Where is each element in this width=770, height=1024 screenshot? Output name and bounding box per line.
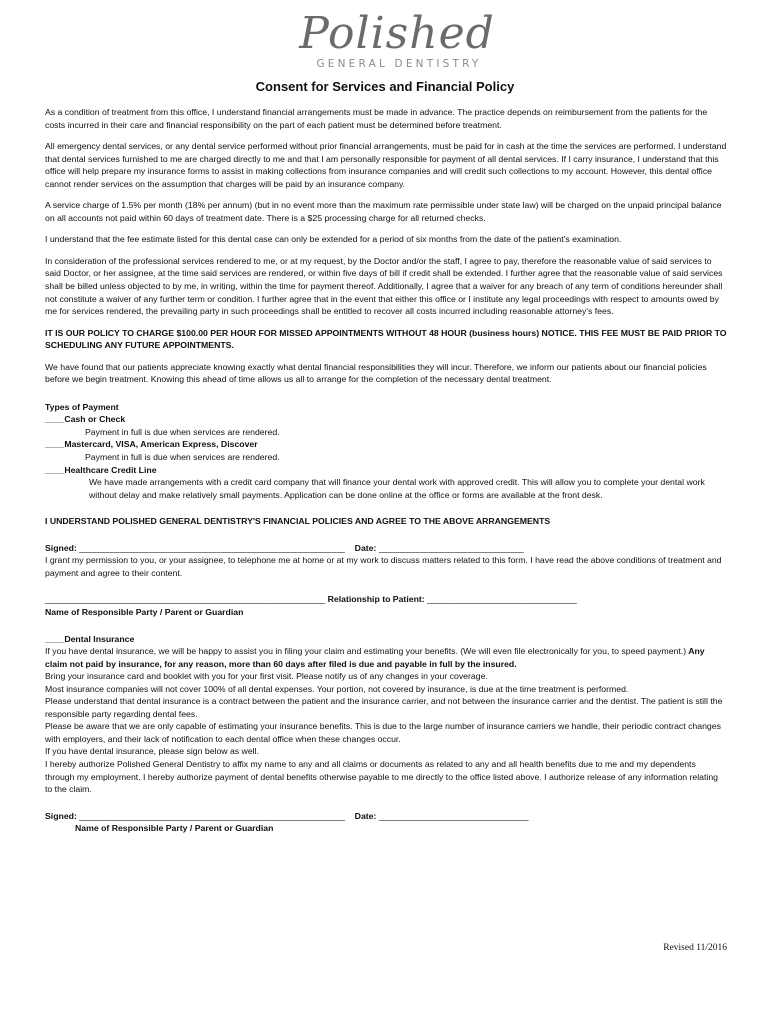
signature-row-2 bbox=[45, 810, 727, 823]
payment-option-card-desc: Payment in full is due when services are rendered. bbox=[85, 452, 280, 463]
insurance-claim-notice: Any claim not paid by insurance, for any reason, more than 60 days after filed is due and payable in full by the insured. bbox=[45, 646, 705, 669]
responsible-party-field[interactable]: __________________________________________________________ bbox=[45, 594, 326, 605]
document-body bbox=[45, 106, 727, 835]
paragraph-conditions: As a condition of treatment from this office, I understand financial arrangements must be made in advance. The practice depends on reimbursement from the patients for the costs incurred in their care and financial responsibility on the part of each patient must be determined before treatment. bbox=[45, 107, 708, 130]
relationship-label: Relationship to Patient: bbox=[325, 594, 425, 605]
document-title: Consent for Services and Financial Policy bbox=[255, 79, 515, 94]
practice-logo bbox=[0, 8, 770, 71]
signature-row-1 bbox=[45, 542, 727, 555]
paragraph-inform: We have found that our patients appreciate knowing exactly what dental financial responsibilities they will incur. Therefore, we inform our patients about our financial policies before we begin treatment. Knowing this ahead of time allows us all to arrange for the completion of the necessary dental treatment. bbox=[45, 361, 707, 385]
logo-tagline: GENERAL DENTISTRY bbox=[316, 58, 482, 70]
logo-brand: Polished bbox=[299, 8, 495, 59]
insurance-line-4: Please understand that dental insurance is a contract between the patient and the insurance carrier, and not between the insurance carrier and the dentist. The patient is still the responsible party regarding dental fees. bbox=[45, 696, 723, 719]
date-label: Date: bbox=[354, 542, 377, 553]
paragraph-fee-estimate: I understand that the fee estimate listed for this dental case can only be extended for a period of six months from the date of the patient's examination. bbox=[45, 234, 622, 245]
paragraph-emergency: All emergency dental services, or any dental service performed without prior financial arrangements, must be paid for in cash at the time the services are performed. I understand that dental services furnished to me are charged directly to me and that I am personally responsible for payment of all dental services. If I carry insurance, I understand that this office will help prepare my insurance forms to assist in making collections from insurance companies and will credit such collections to my account. However, this dental office cannot render services on the assumption that charges will be paid by an insurance company. bbox=[45, 141, 727, 189]
revision-date: Revised 11/2016 bbox=[663, 943, 727, 953]
insurance-line-1 bbox=[45, 645, 727, 670]
paragraph-service-charge: A service charge of 1.5% per month (18% per annum) (but in no event more than the maximum rate permissible under state law) will be charged on the unpaid principal balance on all accounts not paid within 60 days of treatment date. There is a $25 processing charge for all returned checks. bbox=[45, 200, 722, 223]
insurance-line-7: I hereby authorize Polished General Dentistry to affix my name to any and all claims or documents as related to any and all health benefits due to me and my dependents through my employment. I hereby authorize payment of dental benefits otherwise payable to me directly to the office listed above. I authorize release of any information relating to the claim. bbox=[45, 758, 719, 795]
insurance-line-6: If you have dental insurance, please sign below as well. bbox=[45, 746, 259, 757]
insurance-line-2: Bring your insurance card and booklet with you for your first visit. Please notify us of any changes in your coverage. bbox=[45, 671, 488, 682]
payment-option-credit-line-desc: We have made arrangements with a credit card company that will finance your dental work with approved credit. This will allow you to complete your dental work without delay and make relatively small payments. Application can be done online at the office or forms are available at the front desk. bbox=[89, 477, 705, 500]
telephone-permission: I grant my permission to you, or your assignee, to telephone me at home or at my work to discuss matters related to this form. I have read the above conditions of treatment and payment and agree to their content. bbox=[45, 555, 722, 578]
paragraph-consideration: In consideration of the professional services rendered to me, or at my request, by the Doctor and/or the staff, I agree to pay, therefore the reasonable value of said services to said Doctor, or her assignee, at the time said services are rendered, or within five days of bill if credit shall be extended. I further agree that the reasonable value of said services shall be billed unless objected to by me, in writing, within the time for payment thereof. Additionally, I agree that a waiver for any breach of any term of conditions hereunder shall not constitute a waiver of any further term or condition. I further agree that in the event that either this office or I institute any legal proceedings with respect to amounts owed by me for services rendered, the prevailing party in such proceedings shall be entitled to recover all costs incurred including reasonable attorney's fees. bbox=[45, 255, 723, 317]
payment-option-cash: ____Cash or Check bbox=[45, 414, 126, 425]
responsible-party-label-2: Name of Responsible Party / Parent or Guardian bbox=[75, 823, 274, 834]
missed-appointment-policy: IT IS OUR POLICY TO CHARGE $100.00 PER HOUR FOR MISSED APPOINTMENTS WITHOUT 48 HOUR (business hours) NOTICE. THIS FEE MUST BE PAID PRIOR TO SCHEDULING ANY FUTURE APPOINTMENTS. bbox=[45, 327, 727, 351]
signed-label: Signed: bbox=[45, 542, 77, 553]
insurance-line-3: Most insurance companies will not cover 100% of all dental expenses. Your portion, not covered by insurance, is due at the time treatment is performed. bbox=[45, 683, 629, 694]
payment-option-credit-line: ____Healthcare Credit Line bbox=[45, 464, 157, 475]
agreement-statement: I UNDERSTAND POLISHED GENERAL DENTISTRY'S FINANCIAL POLICIES AND AGREE TO THE ABOVE ARRANGEMENTS bbox=[45, 516, 551, 527]
payment-option-cash-desc: Payment in full is due when services are rendered. bbox=[85, 426, 280, 437]
date-field[interactable]: ______________________________ bbox=[376, 542, 524, 553]
relationship-row bbox=[45, 593, 727, 606]
dental-insurance-heading: ____Dental Insurance bbox=[45, 633, 135, 644]
signature-field[interactable]: _______________________________________________________ bbox=[76, 542, 346, 553]
date-field-2-tail: __ bbox=[518, 810, 529, 821]
responsible-party-label: Name of Responsible Party / Parent or Guardian bbox=[45, 606, 244, 617]
signed-label-2: Signed: bbox=[45, 810, 77, 821]
date-field-2[interactable]: _____________________________ bbox=[376, 810, 519, 821]
insurance-line-5: Please be aware that we are only capable of estimating your insurance benefits. This is due to the large number of insurance carriers we handle, their periodic contract changes with employers, and their lack of notification to each dental office when these changes occur. bbox=[45, 721, 721, 744]
relationship-field[interactable]: _______________________________ bbox=[424, 594, 577, 605]
payment-types-heading: Types of Payment bbox=[45, 401, 119, 412]
date-label-2: Date: bbox=[354, 810, 377, 821]
signature-field-2[interactable]: _______________________________________________________ bbox=[76, 810, 346, 821]
payment-option-card: ____Mastercard, VISA, American Express, Discover bbox=[45, 439, 258, 450]
insurance-line-1-text: If you have dental insurance, we will be happy to assist you in filing your claim and estimating your benefits. (We will even file electronically for you, to speed payment.) bbox=[45, 646, 687, 657]
